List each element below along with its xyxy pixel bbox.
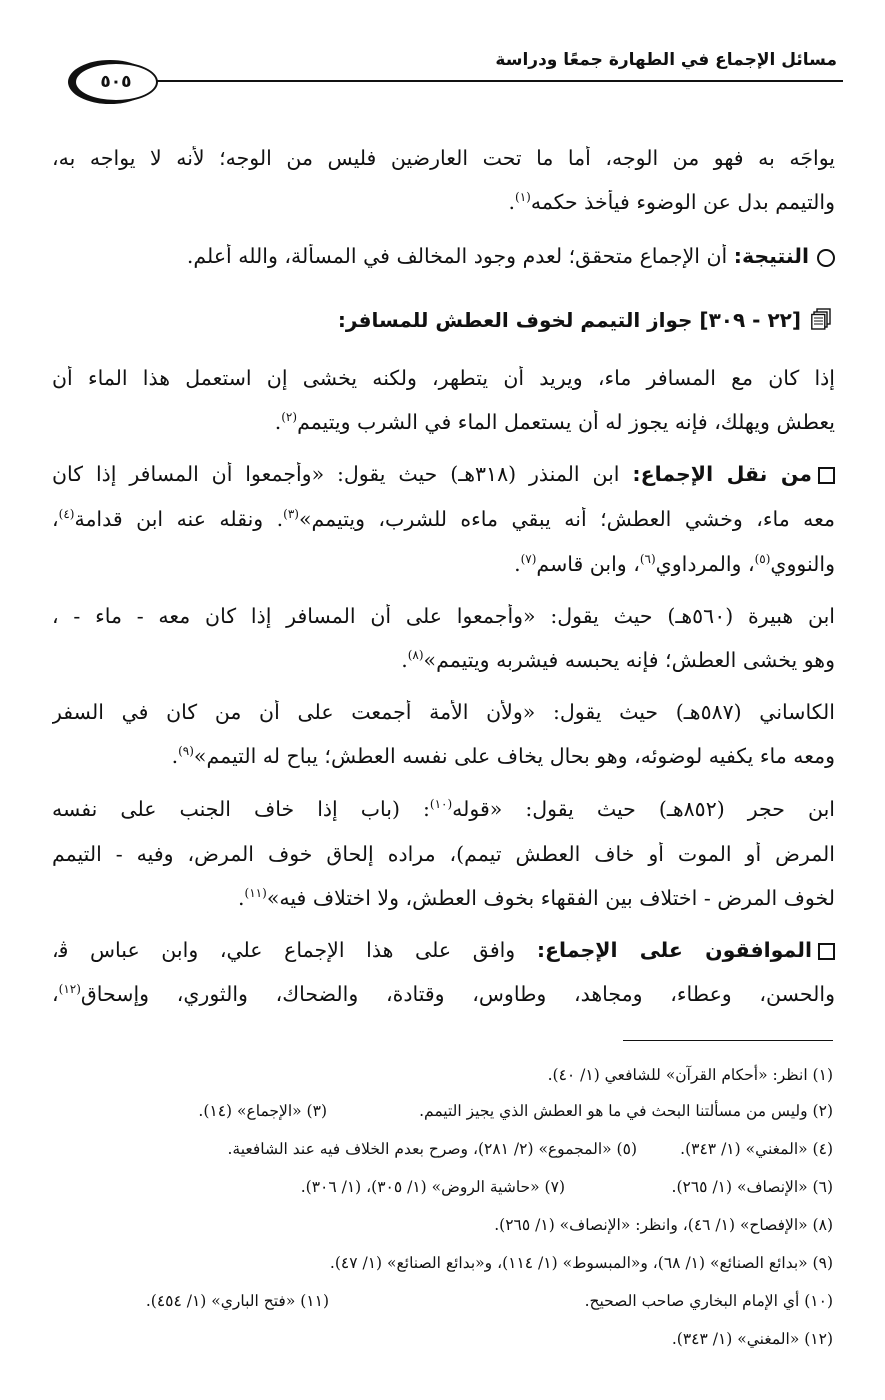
naql-text-3d: . <box>514 552 521 576</box>
square-bullet-icon <box>818 467 835 484</box>
result-text: أن الإجماع متحقق؛ لعدم وجود المخالف في المسألة، والله أعلم. <box>186 244 728 268</box>
footnote-11: (١١) «فتح الباري» (١/ ٤٥٤). <box>145 1292 329 1310</box>
p1-end: . <box>508 190 515 214</box>
p2-line-1: إذا كان مع المسافر ماء، ويريد أن يتطهر، ولكنه يخشى إن استعمل هذا الماء أن <box>52 366 835 390</box>
footnote-ref-1: (١) <box>515 190 531 205</box>
hubayra-text-2: وهو يخشى العطش؛ فإنه يحبسه فيشربه ويتيمم» <box>423 648 835 672</box>
naql-line-3 <box>52 552 835 576</box>
naql-text-2a: معه ماء، وخشي العطش؛ أنه يبقي ماءه للشرب، ويتيمم» <box>298 507 835 531</box>
square-bullet-icon <box>818 943 835 960</box>
naql-line-2 <box>52 507 835 531</box>
documents-icon <box>811 308 833 335</box>
naql-text-2b: . ونقله عنه ابن قدامة <box>74 507 284 531</box>
hajar-line-2: المرض أو الموت أو خاف العطش تيمم)، مراده إلحاق خوف المرض، وفيه - التيمم <box>52 842 835 866</box>
hubayra-line-2 <box>52 648 835 672</box>
naql-line-1 <box>52 462 835 486</box>
naql-text-3a: والنووي <box>770 552 835 576</box>
naql-text-3c: ، وابن قاسم <box>536 552 640 576</box>
naql-label: من نقل الإجماع: <box>632 462 812 486</box>
result-line <box>52 244 835 268</box>
hubayra-line-1: ابن هبيرة (٥٦٠هـ) حيث يقول: «وأجمعوا على أن المسافر إذا كان معه - ماء - ، <box>52 604 835 628</box>
hajar-line-1 <box>52 797 835 821</box>
footnote-1: (١) انظر: «أحكام القرآن» للشافعي (١/ ٤٠). <box>547 1066 833 1084</box>
footnote-ref-9: (٩) <box>178 744 194 759</box>
kasani-end: . <box>171 744 179 768</box>
section-heading-text: [٢٢ - ٣٠٩] جواز التيمم لخوف العطش للمسافر: <box>337 308 801 332</box>
footnote-ref-4: (٤) <box>58 507 75 522</box>
footnote-5: (٥) «المجموع» (٢/ ٢٨١)، وصرح بعدم الخلاف فيه عند الشافعية. <box>227 1140 637 1158</box>
p2-text: يعطش ويهلك، فإنه يجوز له أن يستعمل الماء في الشرب ويتيمم <box>297 410 835 434</box>
p2-line-2 <box>52 410 835 434</box>
hajar-text-1b: : (باب إذا خاف الجنب على نفسه <box>52 797 430 821</box>
naql-text-2c: ، <box>52 507 59 531</box>
footnote-12: (١٢) «المغني» (١/ ٣٤٣). <box>671 1330 833 1348</box>
hubayra-end: . <box>401 648 408 672</box>
footnote-ref-8: (٨) <box>407 648 424 663</box>
footnote-2: (٢) وليس من مسألتنا البحث في ما هو العطش الذي يجيز التيمم. <box>419 1102 833 1120</box>
footnote-7: (٧) «حاشية الروض» (١/ ٣٠٥)، (١/ ٣٠٦). <box>300 1178 565 1196</box>
footnote-ref-7: (٧) <box>520 552 537 567</box>
section-heading <box>338 308 833 335</box>
kasani-line-1: الكاساني (٥٨٧هـ) حيث يقول: «ولأن الأمة أجمعت على أن من كان في السفر <box>52 700 835 724</box>
naql-text-3b: ، والمرداوي <box>655 552 755 576</box>
header-rule <box>150 80 843 82</box>
footnote-9: (٩) «بدائع الصنائع» (١/ ٦٨)، و«المبسوط» (١/ ١١٤)، و«بدائع الصنائع» (١/ ٤٧). <box>329 1254 833 1272</box>
page-number: ٥٠٥ <box>74 62 158 102</box>
p1-text: والتيمم بدل عن الوضوء فيأخذ حكمه <box>530 190 835 214</box>
muwafiq-line-2 <box>52 982 835 1006</box>
footnote-ref-12: (١٢) <box>58 982 81 997</box>
kasani-text-2: ومعه ماء يكفيه لوضوئه، وهو بحال يخاف على نفسه العطش؛ يباح له التيمم» <box>193 744 835 768</box>
footnote-ref-3: (٣) <box>283 507 299 522</box>
footnote-ref-11: (١١) <box>244 886 267 901</box>
circle-bullet-icon <box>817 249 835 267</box>
footnote-ref-10: (١٠) <box>429 797 453 812</box>
muwafiq-label: الموافقون على الإجماع: <box>536 938 812 962</box>
footnote-4: (٤) «المغني» (١/ ٣٤٣). <box>680 1140 833 1158</box>
footnote-10: (١٠) أي الإمام البخاري صاحب الصحيح. <box>584 1292 833 1310</box>
naql-text-1: ابن المنذر (٣١٨هـ) حيث يقول: «وأجمعوا أن المسافر إذا كان <box>52 462 620 486</box>
hajar-text-3: لخوف المرض - اختلاف بين الفقهاء بخوف العطش، ولا اختلاف فيه» <box>266 886 835 910</box>
footnote-8: (٨) «الإفصاح» (١/ ٤٦)، وانظر: «الإنصاف» (١/ ٢٦٥). <box>494 1216 833 1234</box>
muwafiq-text-2: والحسن، وعطاء، ومجاهد، وطاوس، وقتادة، والضحاك، والثوري، وإسحاق <box>80 982 835 1006</box>
footnote-6: (٦) «الإنصاف» (١/ ٢٦٥). <box>671 1178 833 1196</box>
hajar-end: . <box>238 886 245 910</box>
muwafiq-text-1: وافق على هذا الإجماع علي، وابن عباس ﭬ، <box>52 938 516 962</box>
hajar-line-3 <box>52 886 835 910</box>
hajar-text-1a: ابن حجر (٨٥٢هـ) حيث يقول: «قوله <box>452 797 835 821</box>
kasani-line-2 <box>52 744 835 768</box>
muwafiq-end: ، <box>52 982 59 1006</box>
footnote-separator <box>623 1040 833 1041</box>
footnote-ref-2: (٢) <box>281 410 298 425</box>
muwafiq-line-1 <box>52 938 835 962</box>
result-label: النتيجة: <box>733 244 809 268</box>
footnote-ref-6: (٦) <box>639 552 656 567</box>
footnote-3: (٣) «الإجماع» (١٤). <box>198 1102 327 1120</box>
footnote-ref-5: (٥) <box>754 552 771 567</box>
p2-end: . <box>274 410 282 434</box>
p1-line-1: يواجَه به فهو من الوجه، أما ما تحت العارضين فليس من الوجه؛ لأنه لا يواجه به، <box>52 146 835 170</box>
running-header-title: مسائل الإجماع في الطهارة جمعًا ودراسة <box>495 50 837 70</box>
p1-line-2 <box>52 190 835 214</box>
